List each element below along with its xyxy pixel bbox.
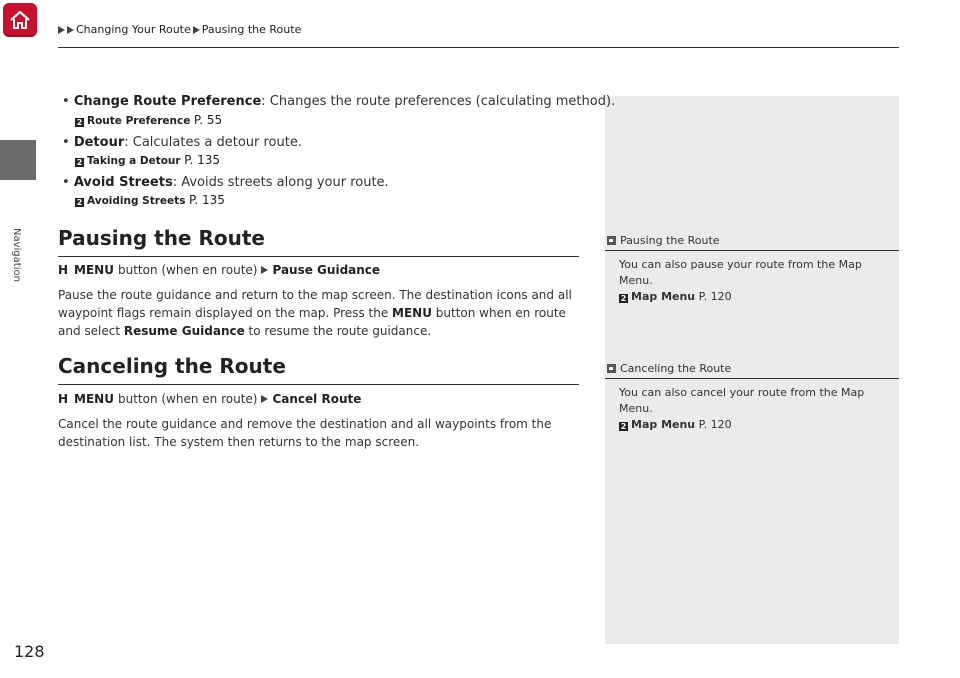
bullet-avoid-streets: • Avoid Streets: Avoids streets along your route. xyxy=(62,175,389,190)
note-title: Canceling the Route xyxy=(620,361,732,375)
breadcrumb xyxy=(58,23,301,36)
breadcrumb-item-2: Pausing the Route xyxy=(201,23,302,36)
ref-page: P. 135 xyxy=(188,193,225,207)
bullet-term: Detour xyxy=(73,135,125,150)
note-title: Pausing the Route xyxy=(620,233,720,247)
note-text: You can also pause your route from the Map Menu. xyxy=(619,258,862,287)
reference-arrow-icon: 2 xyxy=(620,422,627,431)
note-canceling xyxy=(605,360,899,433)
note-icon xyxy=(607,364,616,373)
ref-link-route-preference[interactable] xyxy=(75,113,222,127)
menu-path-canceling xyxy=(58,392,361,406)
note-pausing xyxy=(605,232,899,305)
menu-button-label: MENU xyxy=(74,263,114,277)
section-rule xyxy=(58,256,579,257)
note-header xyxy=(605,360,899,376)
note-icon xyxy=(607,236,616,245)
menu-path-pausing xyxy=(58,263,380,277)
para-bold: Resume Guidance xyxy=(123,324,245,338)
breadcrumb-item-1[interactable]: Changing Your Route xyxy=(76,23,191,36)
para-text: Pause the route guidance and return to the map screen. The destination icons and all waypoint flags remain displayed on the map. Press the xyxy=(58,288,572,320)
section-title-pausing: Pausing the Route xyxy=(58,226,265,250)
note-ref-link[interactable] xyxy=(619,289,891,305)
para-text: button when en route and select xyxy=(58,306,566,338)
reference-arrow-icon: 2 xyxy=(76,118,83,127)
note-text: You can also cancel your route from the Map Menu. xyxy=(619,386,865,415)
note-ref-label: Map Menu xyxy=(631,418,696,431)
ref-label: Avoiding Streets xyxy=(87,195,186,207)
para-text: to resume the route guidance. xyxy=(244,324,432,338)
ref-page: P. 55 xyxy=(193,113,223,127)
sidebar-section-label: Navigation xyxy=(11,228,22,282)
reference-arrow-icon: 2 xyxy=(76,158,83,167)
note-body xyxy=(605,251,899,305)
breadcrumb-arrow-icon xyxy=(58,26,65,34)
ref-label: Taking a Detour xyxy=(87,155,181,167)
note-body xyxy=(605,379,899,433)
home-key-icon: H xyxy=(58,263,69,277)
ref-link-taking-a-detour[interactable] xyxy=(75,153,220,167)
reference-arrow-icon: 2 xyxy=(76,198,83,207)
home-key-icon: H xyxy=(58,392,69,406)
section-paragraph-canceling: Cancel the route guidance and remove the destination and all waypoints from the destination list. The system then returns to the map screen. xyxy=(58,417,552,449)
bullet-term: Change Route Preference xyxy=(73,94,262,109)
home-icon xyxy=(8,9,32,31)
note-ref-page: P. 120 xyxy=(698,418,732,431)
note-ref-label: Map Menu xyxy=(631,290,696,303)
note-header xyxy=(605,232,899,248)
bullet-desc: : Avoids streets along your route. xyxy=(172,175,389,190)
page-number: 128 xyxy=(14,642,45,661)
menu-path-text: button (when en route) xyxy=(117,392,258,406)
path-arrow-icon xyxy=(261,395,268,403)
menu-target: Pause Guidance xyxy=(272,263,381,277)
bullet-desc: : Calculates a detour route. xyxy=(124,135,302,150)
ref-page: P. 135 xyxy=(184,153,220,167)
breadcrumb-arrow-icon xyxy=(193,26,200,34)
header-rule xyxy=(58,47,899,48)
breadcrumb-arrow-icon xyxy=(67,26,74,34)
ref-label: Route Preference xyxy=(87,115,191,127)
path-arrow-icon xyxy=(261,266,268,274)
menu-target: Cancel Route xyxy=(272,392,362,406)
home-button[interactable] xyxy=(3,3,37,37)
bullet-change-route-preference: • Change Route Preference: Changes the route preferences (calculating method). xyxy=(62,94,616,109)
bullet-term: Avoid Streets xyxy=(73,175,173,190)
reference-arrow-icon: 2 xyxy=(620,294,627,303)
note-ref-link[interactable] xyxy=(619,417,891,433)
bullet-detour: • Detour: Calculates a detour route. xyxy=(62,135,302,150)
para-bold: MENU xyxy=(392,306,432,320)
bullet-desc: : Changes the route preferences (calculating method). xyxy=(261,94,616,109)
menu-path-text: button (when en route) xyxy=(117,263,258,277)
section-title-canceling: Canceling the Route xyxy=(58,354,286,378)
note-ref-page: P. 120 xyxy=(698,290,732,303)
section-paragraph-pausing xyxy=(58,286,580,340)
section-rule xyxy=(58,384,579,385)
sidebar-section-tab[interactable] xyxy=(0,140,36,180)
menu-button-label: MENU xyxy=(74,392,114,406)
ref-link-avoiding-streets[interactable] xyxy=(75,193,225,207)
